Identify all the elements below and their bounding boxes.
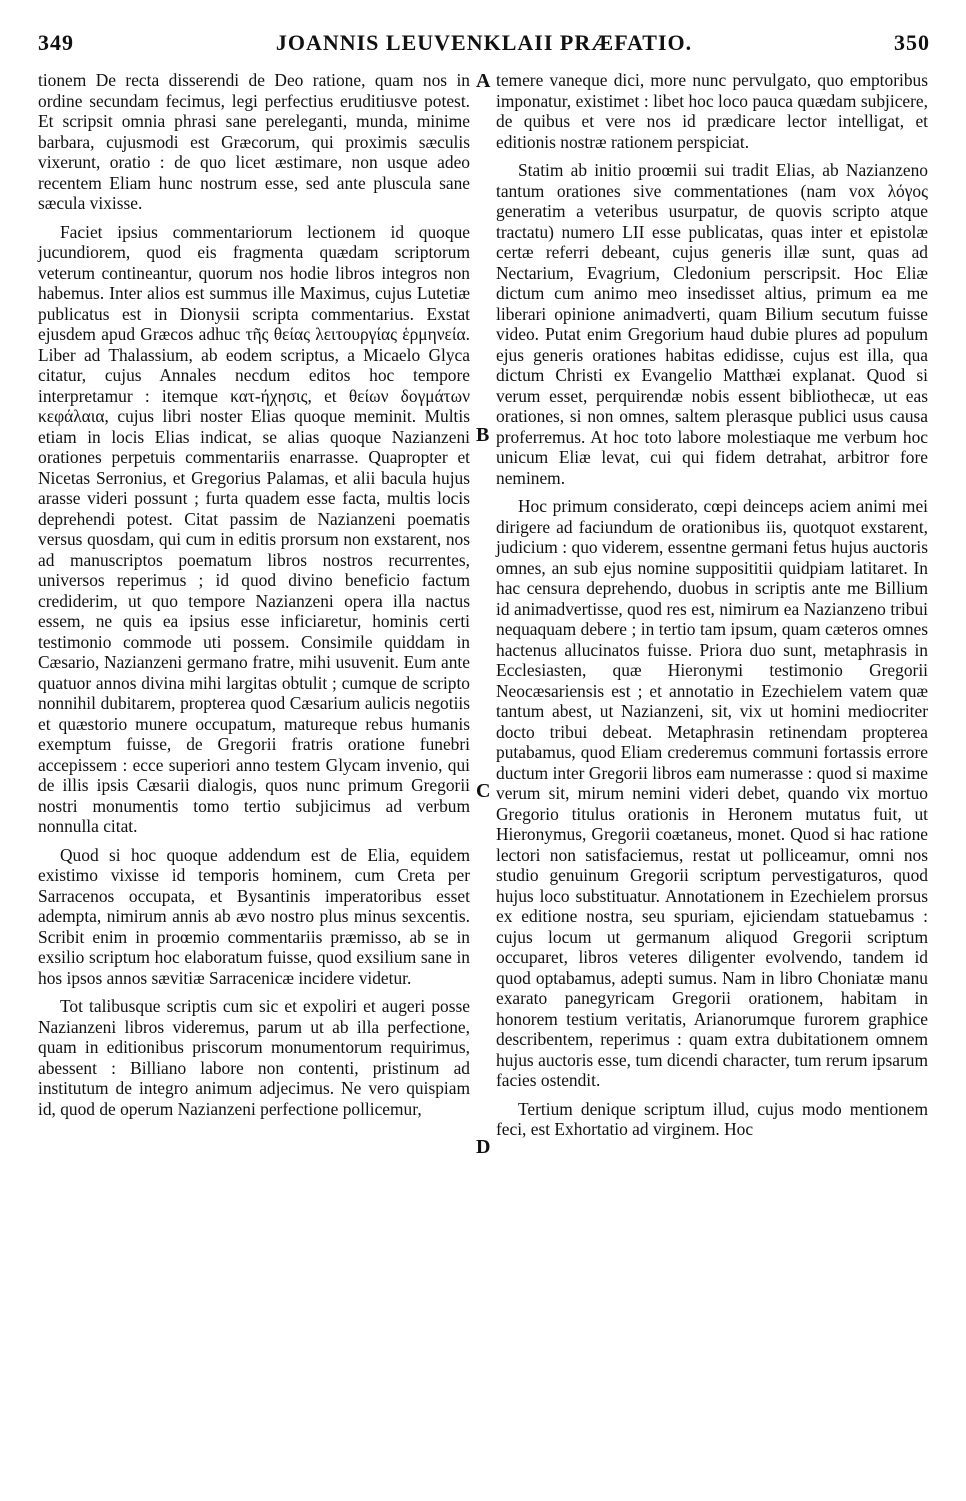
left-paragraph-1: tionem De recta disserendi de Deo ratione, quam nos in ordine secundam fecimus, legi perfectius eruditiusve potest. Et scripsit omnia phrasi sane pereleganti, munda, minime barbara, cujusmodi est Græcorum, qui proximis sæculis vixerunt, oratio : de quo licet æstimare, non usque adeo recentem Eliam hunc nostrum esse, sed ante pluscula sane sæcula vixisse. xyxy=(38,70,470,213)
section-marker-a: A xyxy=(476,70,491,92)
left-paragraph-3: Quod si hoc quoque addendum est de Elia, equidem existimo vixisse id temporis hominem, cum Creta per Sarracenos occupata, et Bysantinis imperatoribus esset adempta, nimirum annis ab ævo nostro plus minus sexcentis. Scribit enim in proœmio commentariis præmisso, ab se in exsilio scriptum hoc elaboratum fuisse, quod exsilium sane in hos ipsos annos sævitiæ Sarracenicæ incidere videtur. xyxy=(38,844,470,988)
section-marker-d: D xyxy=(476,1136,491,1158)
left-paragraph-2: Faciet ipsius commentariorum lectionem id quoque jucundiorem, quod eis fragmenta quædam scriptorum veterum contineantur, quorum nos hodie libros integros non habemus. Inter alios est summus ille Maximus, cujus Lutetiæ publicatus est in Dionysii scripta commentarius. Exstat ejusdem apud Græcos adhuc τῆς θείας λειτουργίας ἑρμηνεία. Liber ad Thalassium, ab eodem scriptus, a Micaelo Glyca citatur, cujus Annales necdum editos hoc tempore interpretamur : itemque κατ-ήχησις, et θείων δογμάτων κεφάλαια, cujus libri noster Elias quoque meminit. Multis etiam in locis Elias indicat, se alias quoque Nazianzeni orationes perpetuis commentariis enarrasse. Quapropter et Nicetas Serronius, et Gregorius Palamas, et alii bacula hujus arasse videri possunt ; furta quadem esse facta, multis locis deprehendi potest. Citat passim de Nazianzeni poematis versus quosdam, qui cum in editis prorsum non exstarent, nos ad manuscriptos poematum libros nostros recurrentes, universos reperimus ; id quod divino beneficio factum crediderim, ut quo tempore Nazianzeni opera illa nactus essem, ne quis ea ipsius esse inficiaretur, hominis certi testimonio commode uti possem. Consimile quiddam in Cæsario, Nazianzeni germano fratre, mihi usuvenit. Eum ante quatuor annos divina mihi largitas obtulit ; cumque de scripto nonnihil dubitarem, propterea quod Cæsarium aulicis negotiis et quæstorio munere occupatum, matureque rebus humanis exemptum fuisse, de Gregorii fratris oratione funebri accepissem : ecce superiori anno testem Glycam invenio, qui de illis ipsis Cæsarii dialogis, quos nunc primum Gregorii nostri monumentis tomo tertio subjicimus ad verbum nonnulla citat. xyxy=(38,221,470,836)
running-title: JOANNIS LEUVENKLAII PRÆFATIO. xyxy=(275,30,693,55)
right-column xyxy=(496,70,928,1140)
left-column xyxy=(38,70,470,1119)
left-paragraph-4: Tot talibusque scriptis cum sic et expoliri et augeri posse Nazianzeni libros videremus, parum ut ab illa perfectione, quam in editionibus priscorum monumentorum requirimus, abessent : Billiano labore non contenti, pristinum ad institutum de integro animum adjecimus. Ne vero quispiam id, quod de operum Nazianzeni perfectione pollicemur, xyxy=(38,996,470,1119)
page-number-left: 349 xyxy=(38,30,74,55)
section-marker-c: C xyxy=(476,780,491,802)
right-paragraph-1: temere vaneque dici, more nunc pervulgato, quo emptoribus imponatur, existimet : libet hoc loco pauca quædam subjicere, de quibus et vere nos id prædicare lector intelligat, et editionis nostræ rationem perspiciat. xyxy=(496,70,928,152)
page-number-right: 350 xyxy=(894,30,930,55)
running-header xyxy=(38,30,930,64)
right-paragraph-3: Hoc primum considerato, cœpi deinceps aciem animi mei dirigere ad faciundum de orationibus iis, quotquot exstarent, judicium : quo viderem, essentne germani fetus hujus auctoris omnes, an sub ejus nomine supposititii quidpiam latitaret. In hac censura deprehendo, duobus in scriptis ante me Billium id animadvertisse, quod res est, nimirum ea Nazianzeno tribui nequaquam debere ; in tertio tam ipsum, quam cæteros omnes hactenus allucinatos fuisse. Priora duo sunt, metaphrasis in Ecclesiasten, quæ Hieronymi testimonio Gregorii Neocæsariensis est ; et annotatio in Ezechielem vatem quæ tantum abest, ut Nazianzeni, sit, vix ut homini mediocriter docto tribui debeat. Metaphrasin retinendam propterea putabamus, quod Eliam crederemus communi fortassis errore ductum inter Gregorii libros eam numerasse : quod si maxime verum sit, mirum nemini videri debet, quando vix mortuo Gregorio titulus orationis in Heronem mutatus fuit, ut Hieronymus, Gregorii coætaneus, monet. Quod si hac ratione lectori non satisfaciemus, restat ut polliceamur, omni nos studio genuinum Gregorii scriptum pervestigaturos, quod hujus loco substituatur. Annotationem in Ezechielem prorsus ex editione nostra, seu spuriam, ejiciendam statuebamus : cujus locum ut germanum aliquod Gregorii scriptum occuparet, libros veteres diligenter evolvendo, tandem id quod optabamus, adepti sumus. Nam in libro Choniatæ manu exarato panegyricam Gregorii orationem, habitam in honorem testium veritatis, Arianorumque furorem graphice describentem, reperimus : quam extra dubitationem omnem hujus auctoris esse, tum dicendi character, tum rerum ipsarum facies ostendit. xyxy=(496,496,928,1090)
right-paragraph-4: Tertium denique scriptum illud, cujus modo mentionem feci, est Exhortatio ad virginem. Hoc xyxy=(496,1098,928,1139)
right-paragraph-2: Statim ab initio proœmii sui tradit Elias, ab Nazianzeno tantum orationes sive commentationes (nam vox λόγος generatim a veteribus usurpatur, de quovis scripto atque tractatu) numero LII esse publicatas, quas inter et epistolæ certæ referri debeant, cujus generis illæ sunt, quas ad Nectarium, Evagrium, Cledonium perscripsit. Hoc Eliæ dictum cum animo meo insedisset altius, primum ea me liberari opinione animadverti, quam Bilium secutum fuisse video. Putat enim Gregorium haud dubie plures ad populum ejus generis orationes habitas edidisse, cujus est illa, qua dictum Christi ex Evangelio Matthæi explanat. Quod si verum esset, perquirendæ nobis essent bibliothecæ, ut eas orationes, si non omnes, saltem plerasque publici usus causa proferremus. At hoc toto labore molestiaque me verbum hoc unicum Eliæ levat, cui qui fidem detrahat, arbitror fore neminem. xyxy=(496,160,928,488)
section-marker-b: B xyxy=(476,424,490,446)
